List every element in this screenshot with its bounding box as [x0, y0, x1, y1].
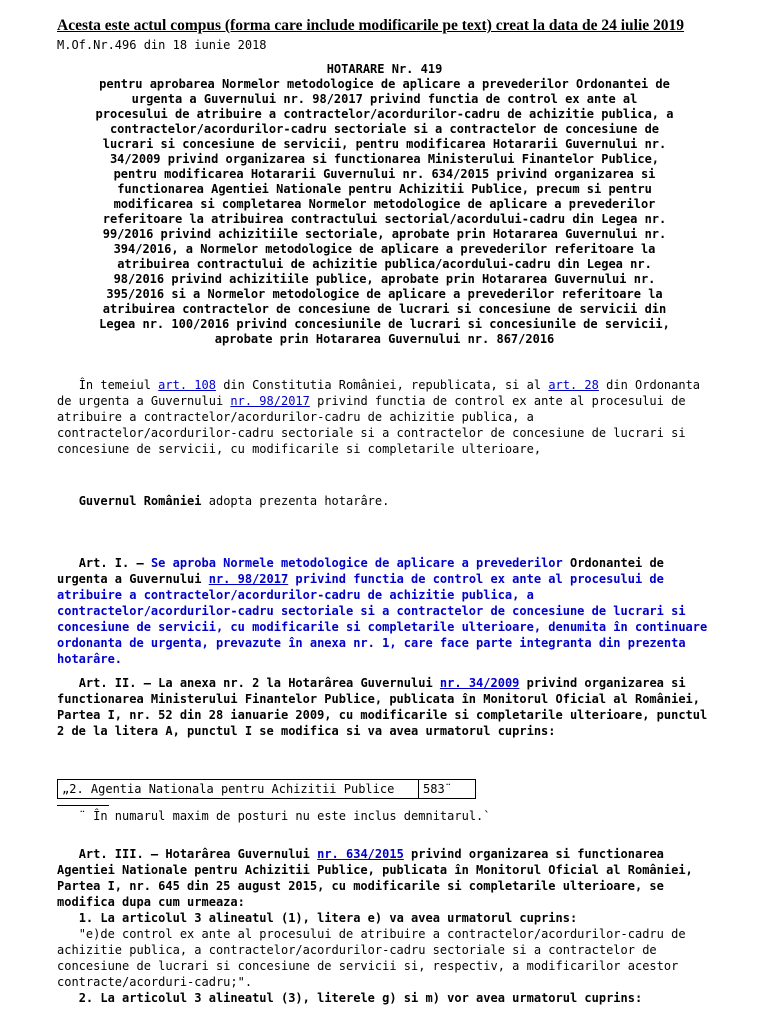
amendment-item-1-heading — [57, 910, 712, 926]
legal-reference-link[interactable]: nr. 34/2009 — [439, 676, 520, 690]
article-1-paragraph — [57, 555, 715, 667]
amendment-item-1-text — [57, 926, 712, 990]
text-segment: din Ordonanta de urgenta a Guvernului — [57, 378, 708, 408]
text-segment: privind functia de control ex ante al procesului de atribuire a contractelor/acordurilor-cadru de achizitie publica, a contractelor/acordurilor-cadru sectoriale si a contractelor de concesiune de lucrari si concesiune de servicii, cu modificarile si completarile ulterioare, — [57, 394, 693, 456]
text-segment: 1. La articolul 3 alineatul (1), litera e) va avea urmatorul cuprins: — [57, 911, 578, 925]
act-title-block — [57, 62, 712, 347]
text-segment: privind organizarea si functionarea Ministerului Finantelor Publice, publicata în Monitorul Oficial al României, Partea I, nr. 52 din 28 ianuarie 2009, cu modificarile si completarile ulterioare, punctul 2 de la litera A, punctul I se modifica si va avea urmatorul cuprins: — [57, 676, 715, 738]
text-segment: Art. II. – La anexa nr. 2 la Hotarârea Guvernului — [57, 676, 440, 690]
text-segment: Guvernul României — [78, 494, 202, 508]
act-title-number: HOTARARE Nr. 419 — [326, 62, 443, 76]
legal-reference-link[interactable]: nr. 98/2017 — [208, 572, 289, 586]
text-segment — [57, 494, 79, 508]
text-segment: În temeiul — [57, 378, 159, 392]
annex-table-cell-agency: „2. Agentia Nationala pentru Achizitii Publice — [58, 780, 419, 798]
mof-reference: M.Of.Nr.496 din 18 iunie 2018 — [57, 38, 267, 52]
preamble-paragraph — [57, 377, 712, 457]
article-2-paragraph — [57, 675, 715, 739]
text-segment: privind functia de control ex ante al procesului de atribuire a contractelor/acordurilor-cadru de achizitie publica, a contractelor/acordurilor-cadru sectoriale si a contractelor de concesiune de lucrari si concesiune de servicii, cu modificarile si completarile ulterioare, denumita în continuare ordonanta de urgenta, prevazute în anexa nr. 1, care face parte integranta din prezenta hotarâre. — [57, 572, 715, 666]
text-segment: Se aproba Normele metodologice de aplicare a prevederilor — [150, 556, 570, 570]
text-segment: adopta prezenta hotarâre. — [201, 494, 390, 508]
legal-reference-link[interactable]: nr. 98/2017 — [230, 394, 310, 408]
text-segment: Art. III. – Hotarârea Guvernului — [57, 847, 318, 861]
adoption-paragraph — [57, 493, 712, 509]
text-segment: privind organizarea si functionarea Agentiei Nationale pentru Achizitii Publice, publicata în Monitorul Oficial al României, Partea I, nr. 645 din 25 august 2015, cu modificarile si completarile ulterioare, se modifica dupa cum urmeaza: — [57, 847, 700, 909]
annex-table-cell-posts: 583¨ — [423, 782, 452, 796]
annex-posts-table — [57, 779, 476, 799]
act-title-text: pentru aprobarea Normelor metodologice de aplicare a prevederilor Ordonantei de urgenta a Guvernului nr. 98/2017 privind functia de control ex ante al procesului de atribuire a contractelor/acordurilor-cadru de achizitie publica, a contractelor/acordurilor-cadru sectoriale si a contractelor de concesiune de lucrari si concesiune de servicii, pentru modificarea Hotararii Guvernului nr. 34/2009 privind organizarea si functionarea Ministerului Finantelor Publice, pentru modificarea Hotararii Guvernului nr. 634/2015 privind organizarea si functionarea Agentiei Nationale pentru Achizitii Publice, precum si pentru modificarea si completarea Normelor metodologice de aplicare a prevederilor referitoare la atribuirea contractului sectorial/acordului-cadru din Legea nr. 99/2016 privind achizitiile sectoriale, aprobate prin Hotararea Guvernului nr. 394/2016, a Normelor metodologice de aplicare a prevederilor referitoare la atribuirea contractului de achizitie publica/acordului-cadru din Legea nr. 98/2016 privind achizitiile publice, aprobate prin Hotararea Guvernului nr. 395/2016 si a Normelor metodologice de aplicare a prevederilor referitoare la atribuirea contractelor de concesiune de lucrari si concesiune de servicii din Legea nr. 100/2016 privind concesiunile de lucrari si concesiunile de servicii, aprobate prin Hotararea Guvernului nr. 867/2016 — [95, 77, 674, 346]
legal-reference-link[interactable]: art. 28 — [548, 378, 599, 392]
footnote-text: ¨ În numarul maxim de posturi nu este inclus demnitarul.` — [57, 809, 491, 823]
legal-reference-link[interactable]: art. 108 — [158, 378, 216, 392]
footnote-separator-rule — [57, 805, 109, 806]
footnote-block — [57, 805, 712, 824]
text-segment: 2. La articolul 3 alineatul (3), literele g) si m) vor avea urmatorul cuprins: — [57, 991, 643, 1005]
text-segment: "e)de control ex ante al procesului de atribuire a contractelor/acordurilor-cadru de achizitie publica, a contractelor/acordurilor-cadru sectoriale si a contractelor de concesiune de lucrari si concesiune de servicii si, respectiv, a modificarilor acestor contracte/acorduri-cadru;". — [57, 927, 693, 989]
amendment-item-2-heading — [57, 990, 712, 1006]
legal-reference-link[interactable]: nr. 634/2015 — [317, 847, 404, 861]
text-segment: Ordonantei de urgenta a Guvernului — [57, 556, 672, 586]
text-segment: din Constitutia României, republicata, si al — [215, 378, 549, 392]
article-3-paragraph — [57, 846, 712, 910]
text-segment: Art. I. – — [57, 556, 151, 570]
document-header-line: Acesta este actul compus (forma care include modificarile pe text) creat la data de 24 iulie 2019 — [57, 17, 685, 34]
